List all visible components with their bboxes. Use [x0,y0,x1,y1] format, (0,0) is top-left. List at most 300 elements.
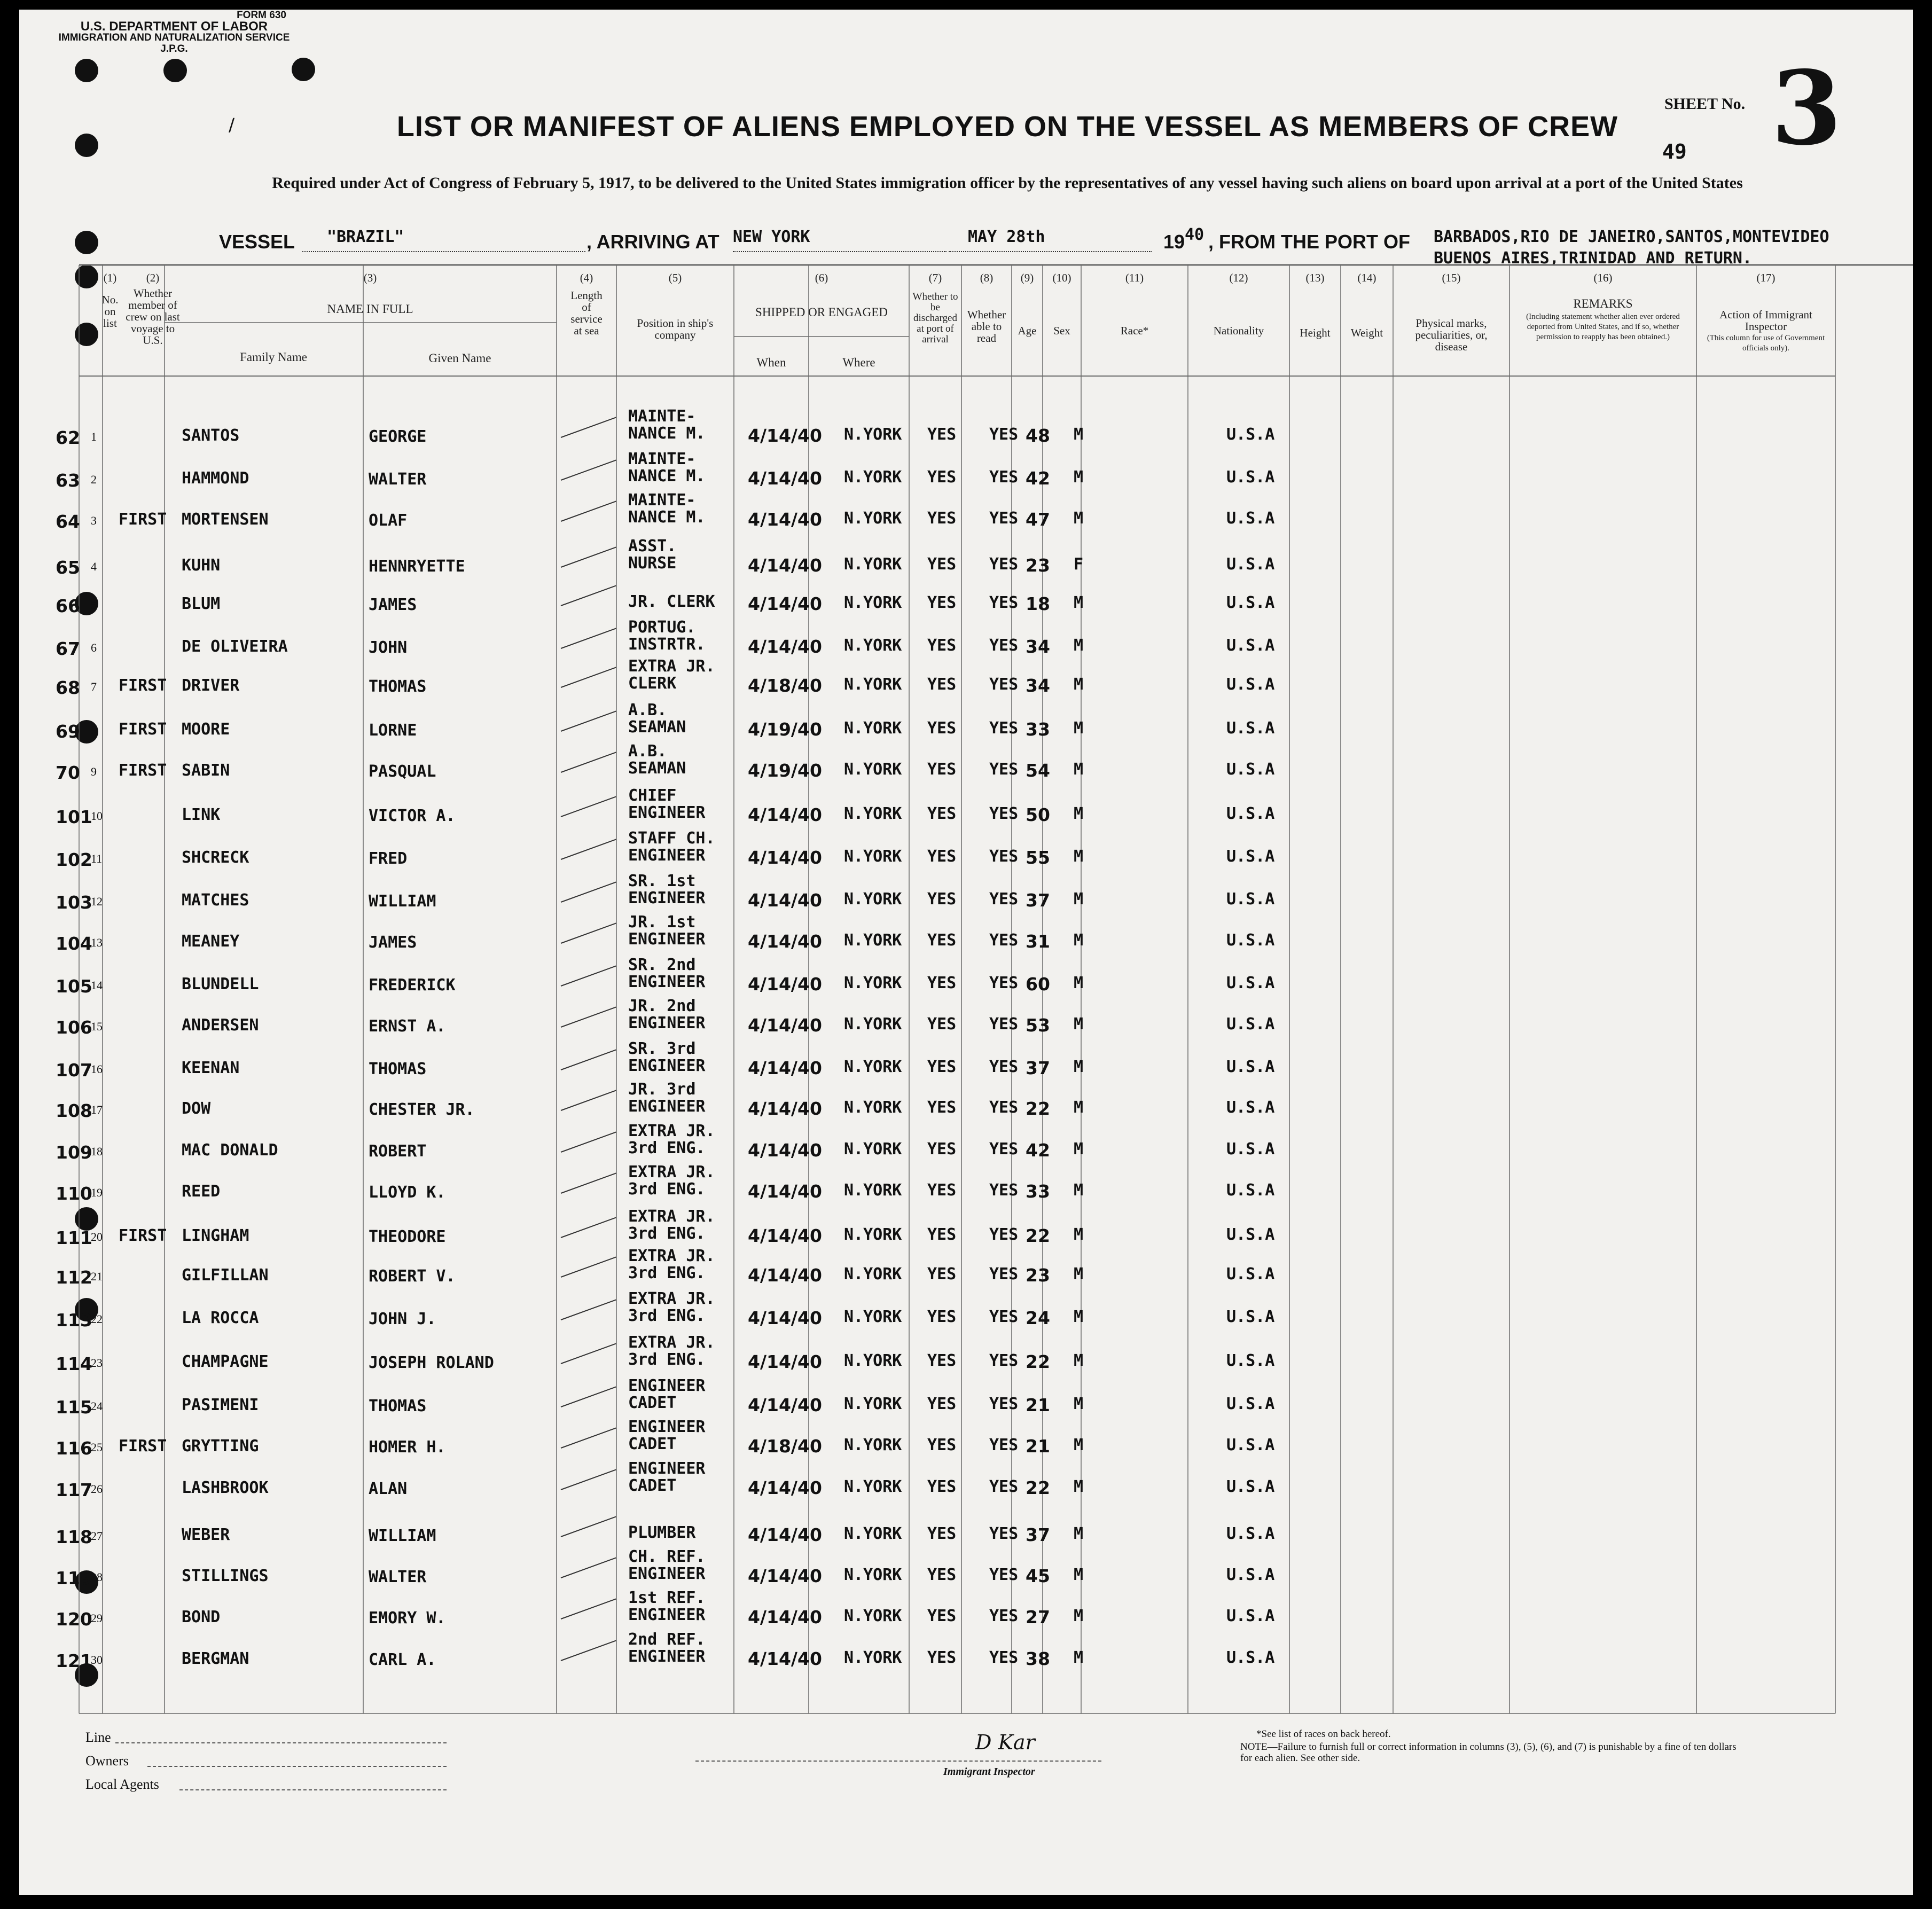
row-list-number: 9 [91,765,97,778]
row-given-name: THOMAS [369,1060,427,1078]
from-port-line-2: BUENOS AIRES,TRINIDAD AND RETURN. [1434,249,1753,268]
col-9-number: (9) [1020,271,1034,284]
row-family-name: DOW [182,1099,211,1118]
row-shipped-where: N.YORK [844,1181,902,1200]
row-family-name: BERGMAN [182,1649,249,1668]
service-name: IMMIGRATION AND NATURALIZATION SERVICE [58,32,290,43]
department-name: U.S. DEPARTMENT OF LABOR [80,19,268,34]
row-shipped-when: 4/14/40 [748,593,822,614]
row-position-line-1: CHIEF [628,786,677,805]
row-able-to-read: YES [989,1308,1019,1326]
row-margin-number: 70 [56,762,80,783]
row-position-line-2: 3rd ENG. [628,1180,706,1199]
row-margin-number: 115 [56,1397,92,1418]
col-16-subheader: (Including statement whether alien ever ordered deported from United States, and if so, whether permission to reapply has been obtained.) [1526,312,1680,341]
col-16-header: REMARKS [1573,297,1633,310]
row-sex: M [1074,1308,1084,1326]
row-shipped-when: 4/14/40 [748,847,822,868]
row-able-to-read: YES [989,1477,1019,1496]
row-position-line-1: MAINTE- [628,450,696,468]
row-family-name: LINK [182,805,221,824]
row-position-line-2: NANCE M. [628,467,706,486]
row-shipped-where: N.YORK [844,1395,902,1413]
row-position-line-1: EXTRA JR. [628,1163,715,1182]
row-family-name: MORTENSEN [182,510,269,529]
row-position-line-2: PLUMBER [628,1523,696,1542]
row-position-line-2: CADET [628,1476,677,1495]
row-able-to-read: YES [989,675,1019,694]
row-position-line-2: ENGINEER [628,973,706,991]
col-2-header: Whether member of crew on last voyage to U.S. [126,287,180,347]
row-list-number: 2 [91,473,97,486]
col-17-number: (17) [1756,271,1775,284]
row-shipped-where: N.YORK [844,468,902,487]
row-shipped-when: 4/14/40 [748,804,822,825]
row-list-number: 29 [91,1611,103,1625]
row-age: 60 [1026,974,1050,995]
row-position-line-1: A.B. [628,701,667,719]
row-given-name: WALTER [369,1568,427,1586]
row-age: 42 [1026,1140,1050,1161]
row-shipped-when: 4/18/40 [748,1436,822,1457]
row-shipped-where: N.YORK [844,1140,902,1159]
row-age: 45 [1026,1566,1050,1586]
list-number: 49 [1662,140,1687,163]
row-able-to-read: YES [989,1566,1019,1584]
row-position-line-1: SR. 2nd [628,956,696,974]
row-sex: M [1074,468,1084,487]
row-shipped-when: 4/14/40 [748,555,822,576]
row-able-to-read: YES [989,804,1019,823]
row-able-to-read: YES [989,974,1019,992]
col-8-number: (8) [980,271,994,284]
row-age: 22 [1026,1477,1050,1498]
col-7-number: (7) [928,271,942,284]
col-3b-header: Given Name [428,351,491,365]
row-margin-number: 62 [56,427,80,448]
row-position-line-2: SEAMAN [628,718,686,737]
row-margin-number: 120 [56,1609,92,1630]
row-list-number: 5 [91,598,97,612]
row-shipped-when: 4/14/40 [748,636,822,657]
row-given-name: VICTOR A. [369,807,456,825]
row-position-line-1: CH. REF. [628,1547,706,1566]
row-given-name: JOHN [369,638,408,657]
row-nationality: U.S.A [1226,1098,1275,1117]
row-nationality: U.S.A [1226,1524,1275,1543]
col-13-header: Height [1300,326,1331,339]
row-margin-number: 101 [56,807,92,827]
row-age: 37 [1026,890,1050,911]
row-age: 27 [1026,1607,1050,1628]
row-margin-number: 121 [56,1650,92,1671]
row-margin-number: 118 [56,1527,92,1547]
col-6-number: (6) [815,271,828,284]
row-nationality: U.S.A [1226,1308,1275,1326]
row-sex: M [1074,1477,1084,1496]
col-10-number: (10) [1052,271,1071,284]
row-position-line-2: ENGINEER [628,930,706,949]
row-shipped-where: N.YORK [844,636,902,655]
row-nationality: U.S.A [1226,1058,1275,1076]
row-family-name: BLUNDELL [182,975,259,993]
row-position-line-2: ENGINEER [628,1647,706,1666]
row-age: 33 [1026,719,1050,740]
row-position-line-1: MAINTE- [628,407,696,426]
year-suffix: 40 [1185,225,1204,244]
row-margin-number: 110 [56,1183,92,1204]
office-code: J.P.G. [160,43,188,54]
row-shipped-when: 4/14/40 [748,1648,822,1669]
row-margin-number: 68 [56,677,80,698]
row-last-voyage: FIRST [119,761,167,780]
row-position-line-2: 3rd ENG. [628,1224,706,1243]
row-position-line-1: 1st REF. [628,1589,706,1607]
row-margin-number: 65 [56,557,80,578]
row-family-name: BOND [182,1608,221,1626]
row-discharged: YES [927,468,957,487]
row-sex: M [1074,974,1084,992]
row-discharged: YES [927,1181,957,1200]
row-nationality: U.S.A [1226,1648,1275,1667]
row-discharged: YES [927,1308,957,1326]
row-position-line-2: INSTRTR. [628,635,706,654]
row-margin-number: 113 [56,1310,92,1331]
row-shipped-where: N.YORK [844,1058,902,1076]
row-sex: M [1074,760,1084,779]
row-able-to-read: YES [989,468,1019,487]
row-sex: M [1074,1436,1084,1454]
page-title: LIST OR MANIFEST OF ALIENS EMPLOYED ON THE VESSEL AS MEMBERS OF CREW [396,111,1618,143]
owners-field [147,1766,447,1767]
row-list-number: 7 [91,680,97,693]
row-able-to-read: YES [989,1015,1019,1034]
line-label: Line [85,1730,111,1745]
row-discharged: YES [927,931,957,950]
row-given-name: JAMES [369,933,417,952]
row-discharged: YES [927,1566,957,1584]
row-discharged: YES [927,1140,957,1159]
row-position-line-1: MAINTE- [628,491,696,510]
row-position-line-1: EXTRA JR. [628,1207,715,1226]
row-shipped-when: 4/14/40 [748,468,822,489]
row-shipped-where: N.YORK [844,760,902,779]
row-able-to-read: YES [989,1181,1019,1200]
row-able-to-read: YES [989,1140,1019,1159]
row-family-name: WEBER [182,1525,230,1544]
row-sex: M [1074,1140,1084,1159]
row-shipped-when: 4/19/40 [748,719,822,740]
row-discharged: YES [927,1436,957,1454]
row-age: 23 [1026,1265,1050,1286]
row-family-name: CHAMPAGNE [182,1352,269,1371]
row-nationality: U.S.A [1226,804,1275,823]
row-nationality: U.S.A [1226,675,1275,694]
from-port-label: , FROM THE PORT OF [1208,231,1410,253]
col-5-header: Position in ship's company [637,317,714,341]
row-age: 34 [1026,675,1050,696]
row-family-name: SANTOS [182,426,240,445]
row-list-number: 21 [91,1270,103,1283]
row-sex: M [1074,675,1084,694]
col-6b-header: Where [842,356,875,369]
row-position-line-2: NANCE M. [628,424,706,443]
row-sex: M [1074,425,1084,444]
row-given-name: THOMAS [369,1397,427,1415]
row-list-number: 18 [91,1145,103,1158]
row-discharged: YES [927,760,957,779]
col-7-header: Whether to be discharged at port of arrival [912,291,958,345]
row-position-line-2: ENGINEER [628,889,706,907]
row-discharged: YES [927,890,957,909]
row-nationality: U.S.A [1226,1265,1275,1284]
row-sex: F [1074,555,1084,574]
row-margin-number: 103 [56,892,92,913]
col-10-header: Sex [1053,324,1070,337]
row-margin-number: 104 [56,933,92,954]
row-list-number: 13 [91,936,103,949]
year-prefix: 19 [1163,231,1185,253]
row-given-name: WILLIAM [369,1527,436,1545]
col-4-number: (4) [580,271,593,284]
row-given-name: JOHN J. [369,1310,436,1328]
row-discharged: YES [927,509,957,528]
row-sex: M [1074,890,1084,909]
row-age: 53 [1026,1015,1050,1036]
row-sex: M [1074,931,1084,950]
col-15-header: Physical marks, peculiarities, or, disease [1415,317,1488,353]
row-position-line-2: CADET [628,1435,677,1453]
col-9-header: Age [1018,324,1037,337]
row-position-line-2: ENGINEER [628,846,706,865]
row-shipped-where: N.YORK [844,1566,902,1584]
row-nationality: U.S.A [1226,974,1275,992]
row-age: 37 [1026,1524,1050,1545]
row-age: 18 [1026,593,1050,614]
col-16-number: (16) [1593,271,1613,284]
row-age: 21 [1026,1436,1050,1457]
row-margin-number: 114 [56,1353,92,1374]
row-shipped-where: N.YORK [844,1308,902,1326]
row-position-line-2: NANCE M. [628,508,706,527]
row-position-line-1: ENGINEER [628,1459,706,1478]
row-sex: M [1074,1607,1084,1625]
row-family-name: LA ROCCA [182,1309,259,1327]
row-discharged: YES [927,974,957,992]
row-sex: M [1074,1648,1084,1667]
row-given-name: HOMER H. [369,1438,446,1457]
row-given-name: ROBERT V. [369,1267,456,1286]
row-shipped-when: 4/14/40 [748,1058,822,1078]
row-shipped-where: N.YORK [844,1436,902,1454]
row-able-to-read: YES [989,1225,1019,1244]
row-shipped-when: 4/14/40 [748,974,822,995]
row-list-number: 24 [91,1399,103,1413]
col-12-number: (12) [1229,271,1248,284]
row-list-number: 22 [91,1312,103,1326]
row-position-line-1: EXTRA JR. [628,657,715,676]
row-sex: M [1074,1265,1084,1284]
row-position-line-1: JR. 2nd [628,997,696,1015]
row-given-name: CARL A. [369,1650,436,1669]
col-12-header: Nationality [1213,324,1264,337]
row-nationality: U.S.A [1226,509,1275,528]
row-list-number: 25 [91,1441,103,1454]
row-sex: M [1074,636,1084,655]
col-2-number: (2) [146,271,160,284]
row-able-to-read: YES [989,931,1019,950]
row-margin-number: 111 [56,1227,92,1248]
row-shipped-where: N.YORK [844,1225,902,1244]
col-5-number: (5) [668,271,682,284]
row-position-line-1: STAFF CH. [628,829,715,848]
row-margin-number: 64 [56,511,80,532]
row-discharged: YES [927,1351,957,1370]
row-given-name: FREDERICK [369,976,456,995]
row-margin-number: 102 [56,849,92,870]
page-subtitle: Required under Act of Congress of February 5, 1917, to be delivered to the United States immigration officer by the representatives of any vessel having such aliens on board upon arrival at a port of the United States [272,174,1743,192]
row-position-line-2: ENGINEER [628,1606,706,1624]
row-position-line-1: SR. 1st [628,872,696,890]
row-margin-number: 109 [56,1142,92,1163]
row-margin-number: 106 [56,1017,92,1038]
row-shipped-where: N.YORK [844,675,902,694]
row-discharged: YES [927,593,957,612]
row-age: 42 [1026,468,1050,489]
row-nationality: U.S.A [1226,1566,1275,1584]
row-position-line-1: ENGINEER [628,1418,706,1436]
row-able-to-read: YES [989,847,1019,866]
row-margin-number: 69 [56,721,80,742]
row-able-to-read: YES [989,425,1019,444]
row-given-name: WILLIAM [369,892,436,911]
row-nationality: U.S.A [1226,847,1275,866]
row-family-name: BLUM [182,594,221,613]
col-6a-header: When [756,356,786,369]
row-able-to-read: YES [989,509,1019,528]
arriving-port: NEW YORK [733,228,810,246]
row-position-line-1: EXTRA JR. [628,1289,715,1308]
row-nationality: U.S.A [1226,425,1275,444]
row-family-name: STILLINGS [182,1567,269,1585]
row-nationality: U.S.A [1226,1225,1275,1244]
col-15-number: (15) [1442,271,1461,284]
row-age: 54 [1026,760,1050,781]
row-shipped-when: 4/14/40 [748,1140,822,1161]
row-given-name: LORNE [369,721,417,740]
row-margin-number: 67 [56,638,80,659]
row-able-to-read: YES [989,1436,1019,1454]
col-3-number: (3) [363,271,377,284]
row-sex: M [1074,1058,1084,1076]
row-able-to-read: YES [989,636,1019,655]
row-discharged: YES [927,1395,957,1413]
row-given-name: EMORY W. [369,1609,446,1628]
row-list-number: 20 [91,1230,103,1243]
row-sex: M [1074,1566,1084,1584]
row-nationality: U.S.A [1226,1436,1275,1454]
row-position-line-1: JR. 1st [628,913,696,932]
row-position-line-2: SEAMAN [628,759,686,778]
row-position-line-2: 3rd ENG. [628,1350,706,1369]
row-position-line-2: 3rd ENG. [628,1139,706,1157]
col-13-number: (13) [1305,271,1325,284]
row-list-number: 6 [91,641,97,654]
row-given-name: GEORGE [369,427,427,446]
row-age: 33 [1026,1181,1050,1202]
row-position-line-2: NURSE [628,554,677,573]
sheet-number: 3 [1771,49,1842,168]
col-3-header: NAME IN FULL [327,302,413,316]
row-shipped-where: N.YORK [844,1098,902,1117]
from-port-line-1: BARBADOS,RIO DE JANEIRO,SANTOS,MONTEVIDEO [1434,228,1829,246]
col-4-header: Length of service at sea [570,289,603,337]
row-age: 22 [1026,1225,1050,1246]
row-shipped-where: N.YORK [844,974,902,992]
col-1-header: No. on list [101,293,119,330]
row-age: 23 [1026,555,1050,576]
row-age: 47 [1026,509,1050,530]
inspector-signature-line [695,1761,1101,1762]
row-list-number: 14 [91,979,103,992]
col-1-number: (1) [103,271,117,284]
row-nationality: U.S.A [1226,760,1275,779]
row-age: 50 [1026,804,1050,825]
row-list-number: 4 [91,560,97,573]
row-shipped-where: N.YORK [844,804,902,823]
row-position-line-2: ENGINEER [628,1057,706,1075]
row-family-name: LASHBROOK [182,1478,269,1497]
row-nationality: U.S.A [1226,1351,1275,1370]
row-position-line-1: A.B. [628,742,667,761]
row-able-to-read: YES [989,1395,1019,1413]
row-position-line-2: ENGINEER [628,1097,706,1116]
row-shipped-when: 4/14/40 [748,1265,822,1286]
row-position-line-2: CADET [628,1394,677,1412]
row-position-line-1: ASST. [628,537,677,556]
row-able-to-read: YES [989,1524,1019,1543]
row-given-name: CHESTER JR. [369,1100,475,1119]
races-note: *See list of races on back hereof. [1256,1728,1391,1740]
row-discharged: YES [927,804,957,823]
row-margin-number: 105 [56,976,92,997]
row-sex: M [1074,1015,1084,1034]
row-shipped-when: 4/14/40 [748,1566,822,1586]
row-shipped-where: N.YORK [844,931,902,950]
row-position-line-1: 2nd REF. [628,1630,706,1649]
row-family-name: SABIN [182,761,230,780]
row-nationality: U.S.A [1226,468,1275,487]
row-shipped-when: 4/14/40 [748,1015,822,1036]
row-margin-number: 107 [56,1060,92,1081]
row-shipped-where: N.YORK [844,1265,902,1284]
row-list-number: 12 [91,895,103,908]
row-discharged: YES [927,1265,957,1284]
row-margin-number: 119 [56,1568,92,1589]
col-6-header: SHIPPED OR ENGAGED [755,306,888,319]
row-sex: M [1074,593,1084,612]
row-given-name: ALAN [369,1480,408,1498]
row-list-number: 8 [91,724,97,737]
row-position-line-1: EXTRA JR. [628,1333,715,1352]
arrival-date: MAY 28th [968,228,1045,246]
row-nationality: U.S.A [1226,1015,1275,1034]
row-position-line-2: 3rd ENG. [628,1264,706,1282]
row-age: 24 [1026,1308,1050,1328]
row-sex: M [1074,1098,1084,1117]
row-last-voyage: FIRST [119,1226,167,1245]
row-given-name: OLAF [369,511,408,530]
